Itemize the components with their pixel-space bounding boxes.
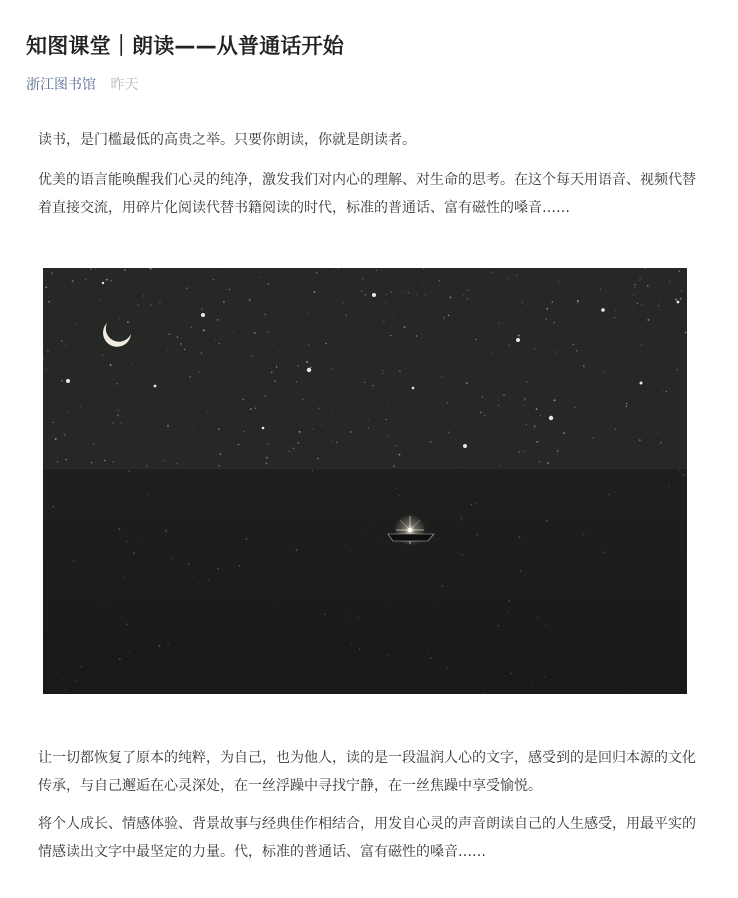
- paragraph-language: 优美的语言能唤醒我们心灵的纯净，激发我们对内心的理解、对生命的思考。在这个每天用语音、视频代替着直接交流，用碎片化阅读代替书籍阅读的时代，标准的普通话、富有磁性的嗓音……: [38, 172, 696, 216]
- sea-area: [43, 468, 687, 694]
- article-title: 知图课堂｜朗读——从普通话开始: [26, 34, 344, 58]
- paragraph-growth: 将个人成长、情感体验、背景故事与经典佳作相结合，用发自心灵的声音朗读自己的人生感受，用最平实的情感读出文字中最坚定的力量。代，标准的普通话、富有磁性的嗓音……: [38, 816, 696, 860]
- article-meta: [26, 74, 138, 94]
- publish-date: 昨天: [110, 77, 139, 93]
- sky-area: [43, 268, 687, 468]
- night-sea-image: [43, 268, 687, 694]
- paragraph-intro: 读书，是门槛最低的高贵之举。只要你朗读，你就是朗读者。: [38, 132, 416, 148]
- paragraph-purity: 让一切都恢复了原本的纯粹，为自己，也为他人，读的是一段温润人心的文字，感受到的是回归本源的文化传承，与自己邂逅在心灵深处，在一丝浮躁中寻找宁静，在一丝焦躁中享受愉悦。: [38, 750, 696, 794]
- account-name-link[interactable]: 浙江图书馆: [26, 77, 96, 93]
